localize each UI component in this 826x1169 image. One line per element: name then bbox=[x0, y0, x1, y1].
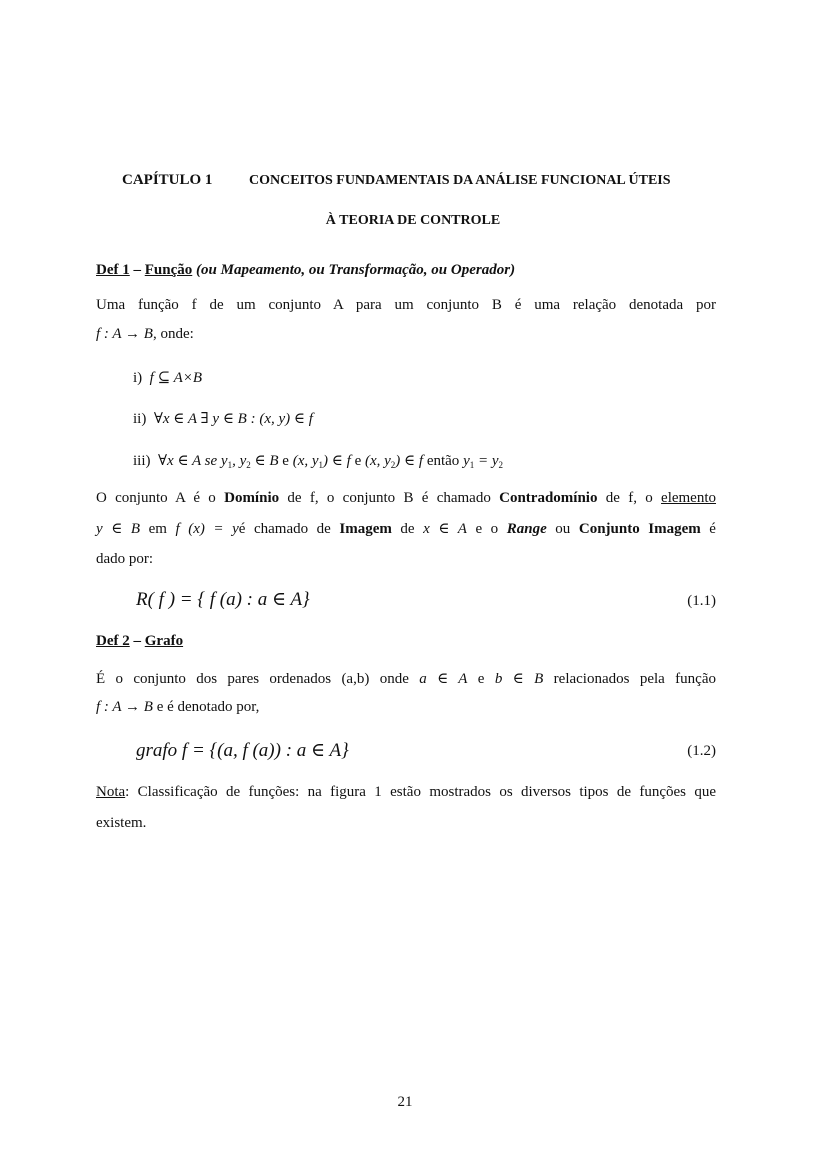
item-label: iii) bbox=[133, 453, 151, 469]
para-text: é bbox=[700, 521, 716, 537]
def1-label: Def 1 bbox=[96, 262, 130, 278]
item-label: i) bbox=[133, 370, 143, 386]
chapter-label: CAPÍTULO 1 bbox=[122, 172, 213, 188]
def1-intro-line1: Uma função f de um conjunto A para um conjunto B é uma relação denotada por bbox=[96, 297, 716, 313]
para-text: relacionados pela função bbox=[553, 671, 716, 687]
para-text: de f, o bbox=[597, 490, 662, 506]
def2-line2 bbox=[96, 699, 259, 716]
para-text: de bbox=[391, 521, 424, 537]
item-math: ∀x ∈ A ∃ y ∈ B : (x, y) ∈ f bbox=[153, 411, 313, 427]
item-label: ii) bbox=[133, 411, 147, 427]
item-subscript: 1 bbox=[318, 460, 324, 470]
term-image-set: Conjunto Imagem bbox=[578, 521, 701, 537]
item-math: ) ∈ f bbox=[323, 453, 351, 469]
item-text: então bbox=[423, 453, 464, 469]
chapter-title-line1: CONCEITOS FUNDAMENTAIS DA ANÁLISE FUNCIONAL ÚTEIS bbox=[249, 173, 671, 188]
def2-dash: – bbox=[133, 633, 141, 649]
item-subscript: 1 bbox=[469, 460, 475, 470]
def1-dash: – bbox=[133, 262, 141, 278]
term-element: elemento bbox=[661, 490, 717, 506]
para-text: e bbox=[477, 671, 485, 687]
item-math: (x, y bbox=[292, 453, 319, 469]
def2-line1 bbox=[96, 669, 716, 688]
item-math: (x, y bbox=[364, 453, 391, 469]
item-math: = y bbox=[474, 453, 499, 469]
def1-item-i bbox=[133, 368, 202, 387]
def2-name: Grafo bbox=[144, 633, 184, 649]
para-text: em bbox=[148, 521, 167, 537]
para-text: O conjunto A é o bbox=[96, 490, 225, 506]
def1-intro-line2 bbox=[96, 326, 194, 343]
note-label: Nota bbox=[96, 784, 126, 800]
para-math: f (x) = y bbox=[175, 521, 239, 537]
para-math: x ∈ A bbox=[423, 521, 467, 537]
para-text: é chamado de bbox=[238, 521, 340, 537]
item-math: ) ∈ f bbox=[395, 453, 424, 469]
term-domain: Domínio bbox=[224, 490, 280, 506]
para-text: É o conjunto dos pares ordenados (a,b) onde bbox=[96, 671, 409, 687]
domain-para-line3: dado por: bbox=[96, 551, 154, 567]
domain-para-line2 bbox=[96, 519, 716, 538]
para-math: a ∈ A bbox=[419, 671, 468, 687]
item-subscript: 1 bbox=[227, 460, 233, 470]
para-text: de f, o conjunto B é chamado bbox=[279, 490, 500, 506]
para-math: f : A → B bbox=[96, 699, 153, 715]
def2-label: Def 2 bbox=[96, 633, 130, 649]
item-math: ∈ B bbox=[250, 453, 279, 469]
def1-intro-math: f : A → B bbox=[96, 326, 153, 342]
equation-1-2-number: (1.2) bbox=[687, 743, 716, 759]
para-math: b ∈ B bbox=[494, 671, 544, 687]
chapter-title-line2: À TEORIA DE CONTROLE bbox=[325, 213, 501, 228]
def1-item-iii bbox=[133, 451, 503, 470]
page-number: 21 bbox=[397, 1094, 413, 1110]
item-math: ∀x ∈ A se y bbox=[158, 453, 228, 469]
item-math: , y bbox=[232, 453, 247, 469]
def1-item-ii bbox=[133, 409, 313, 428]
para-text: ou bbox=[546, 521, 579, 537]
equation-1-1: R( f ) = { f (a) : a ∈ A} bbox=[136, 589, 310, 610]
note-text: : Classificação de funções: na figura 1 estão mostrados os diversos tipos de funções que bbox=[125, 784, 716, 800]
para-math: y ∈ B bbox=[96, 521, 141, 537]
item-text: e bbox=[350, 453, 365, 469]
def1-name: Função bbox=[144, 262, 193, 278]
item-text: e bbox=[278, 453, 293, 469]
item-subscript: 2 bbox=[498, 460, 504, 470]
term-image: Imagem bbox=[339, 521, 392, 537]
item-math: y bbox=[463, 453, 470, 469]
def1-intro-end: , onde: bbox=[152, 326, 194, 342]
para-text: e é denotado por, bbox=[152, 699, 260, 715]
def1-heading bbox=[96, 262, 515, 279]
note-line1 bbox=[96, 784, 716, 801]
domain-para-line1 bbox=[96, 490, 716, 507]
term-range: Range bbox=[506, 521, 547, 537]
equation-1-2: grafo f = {(a, f (a)) : a ∈ A} bbox=[136, 740, 349, 761]
def1-alias: (ou Mapeamento, ou Transformação, ou Operador) bbox=[196, 262, 516, 278]
def2-heading bbox=[96, 633, 183, 650]
item-math: f ⊆ A×B bbox=[149, 370, 203, 386]
para-text: e o bbox=[466, 521, 507, 537]
note-line2: existem. bbox=[96, 815, 147, 831]
item-subscript: 2 bbox=[246, 460, 251, 470]
term-codomain: Contradomínio bbox=[499, 490, 598, 506]
equation-1-1-number: (1.1) bbox=[687, 593, 716, 609]
item-subscript: 2 bbox=[390, 460, 396, 470]
